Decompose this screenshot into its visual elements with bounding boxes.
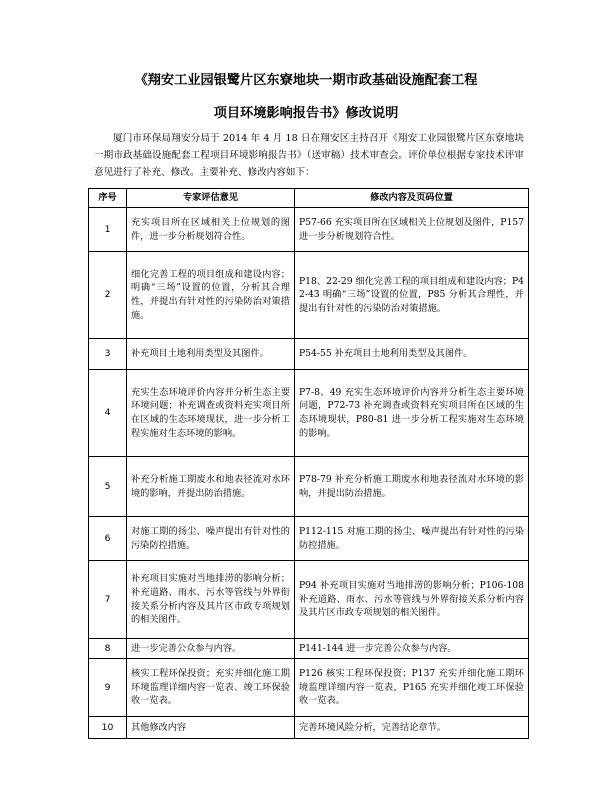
expert-opinion: 补充分析施工期废水和地表径流对水环境的影响，并提出防治措施。 bbox=[127, 457, 295, 517]
row-number: 2 bbox=[89, 252, 127, 339]
table-row bbox=[89, 659, 529, 717]
row-number: 8 bbox=[89, 639, 127, 659]
revision-content: P7-8、49 充实生态环境评价内容并分析生态主要环境问题，P72-73 补充调查或资料充实项目所在区域的生态环境现状，P80-81 进一步分析工程实施对生态环境的影响。 bbox=[295, 370, 529, 457]
revision-content: P57-66 充实项目所在区域相关上位规划及图件，P157 进一步分析规划符合性。 bbox=[295, 208, 529, 252]
row-number: 3 bbox=[89, 339, 127, 370]
table-row bbox=[89, 639, 529, 659]
expert-opinion: 补充项目实施对当地排涝的影响分析；补充道路、雨水、污水等管线与外界衔接关系分析内容及其片区市政专项规划的相关图件。 bbox=[127, 561, 295, 639]
row-number: 7 bbox=[89, 561, 127, 639]
table-row bbox=[89, 717, 529, 739]
row-number: 6 bbox=[89, 517, 127, 561]
expert-opinion: 其他修改内容 bbox=[127, 717, 295, 739]
table-row bbox=[89, 561, 529, 639]
revision-content: P112-115 对施工期的扬尘、噪声提出有针对性的污染防控措施。 bbox=[295, 517, 529, 561]
row-number: 5 bbox=[89, 457, 127, 517]
revision-table bbox=[88, 188, 529, 739]
row-number: 4 bbox=[89, 370, 127, 457]
revision-content: P54-55 补充项目土地利用类型及其图件。 bbox=[295, 339, 529, 370]
expert-opinion: 核实工程环保投资；充实并细化施工期环境监理详细内容一览表、竣工环保验收一览表。 bbox=[127, 659, 295, 717]
expert-opinion: 补充项目土地利用类型及其图件。 bbox=[127, 339, 295, 370]
header-expert-opinion: 专家评估意见 bbox=[127, 189, 295, 208]
table-row bbox=[89, 370, 529, 457]
revision-content: P141-144 进一步完善公众参与内容。 bbox=[295, 639, 529, 659]
header-revision-content: 修改内容及页码位置 bbox=[295, 189, 529, 208]
intro-paragraph: 厦门市环保局翔安分局于 2014 年 4 月 18 日在翔安区主持召开《翔安工业园银鹭片区东寮地块一期市政基础设施配套工程项目环境影响报告书》（送审稿）技术审查会。评价单位根据专家技术评审意见进行了补充、修改。主要补充、修改内容如下： bbox=[94, 133, 524, 178]
table-row bbox=[89, 252, 529, 339]
row-number: 9 bbox=[89, 659, 127, 717]
row-number: 1 bbox=[89, 208, 127, 252]
table-row bbox=[89, 339, 529, 370]
expert-opinion: 对施工期的扬尘、噪声提出有针对性的污染防控措施。 bbox=[127, 517, 295, 561]
expert-opinion: 充实生态环境评价内容并分析生态主要环境问题；补充调查或资料充实项目所在区域的生态环境现状，进一步分析工程实施对生态环境的影响。 bbox=[127, 370, 295, 457]
expert-opinion: 充实项目所在区域相关上位规划的图件，进一步分析规划符合性。 bbox=[127, 208, 295, 252]
revision-content: P94 补充项目实施对当地排涝的影响分析；P106-108 补充道路、雨水、污水等管线与外界衔接关系分析内容及其片区市政专项规划的相关图件。 bbox=[295, 561, 529, 639]
expert-opinion: 细化完善工程的项目组成和建设内容；明确“三场”设置的位置，分析其合理性，并提出有针对性的污染防治对策措施。 bbox=[127, 252, 295, 339]
expert-opinion: 进一步完善公众参与内容。 bbox=[127, 639, 295, 659]
table-row bbox=[89, 457, 529, 517]
header-number: 序号 bbox=[89, 189, 127, 208]
document-title-line-2: 项目环境影响报告书》修改说明 bbox=[213, 106, 399, 121]
table-row bbox=[89, 208, 529, 252]
revision-content: 完善环境风险分析，完善结论章节。 bbox=[295, 717, 529, 739]
revision-content: P18、22-29 细化完善工程的项目组成和建设内容；P42-43 明确“三场”设置的位置，P85 分析其合理性，并提出有针对性的污染防治对策措施。 bbox=[295, 252, 529, 339]
revision-content: P78-79 补充分析施工期废水和地表径流对水环境的影响，并提出防治措施。 bbox=[295, 457, 529, 517]
table-header-row bbox=[89, 189, 529, 208]
row-number: 10 bbox=[89, 717, 127, 739]
document-title-line-1: 《翔安工业园银鹭片区东寮地块一期市政基础设施配套工程 bbox=[134, 73, 478, 88]
table-row bbox=[89, 517, 529, 561]
revision-content: P126 核实工程环保投资；P137 充实并细化施工期环境监理详细内容一览表，P165 充实并细化竣工环保验收一览表。 bbox=[295, 659, 529, 717]
